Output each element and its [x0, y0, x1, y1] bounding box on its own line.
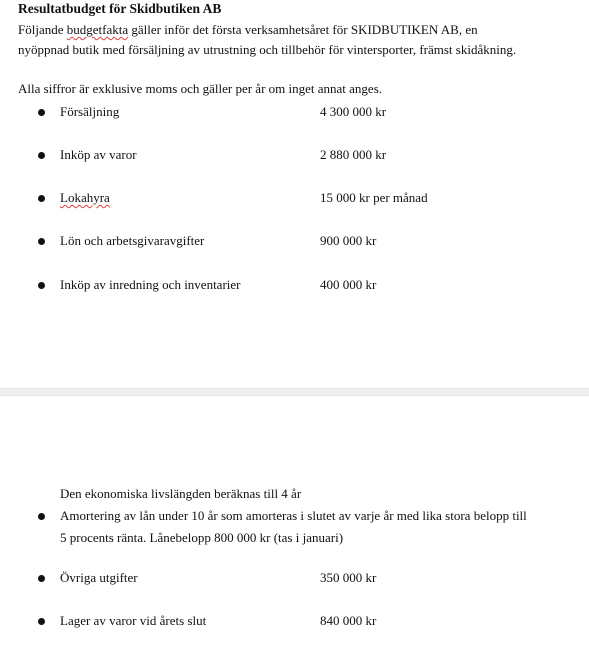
note-paragraph: Alla siffror är exklusive moms och gäller per år om inget annat anges.	[18, 81, 383, 96]
intro-text-end: gäller inför det första verksamhetsåret för SKIDBUTIKEN AB, en	[128, 22, 478, 37]
item-value-lager: 840 000 kr	[320, 613, 377, 628]
item-label-inredning: Inköp av inredning och inventarier	[60, 277, 241, 292]
item-value-forsaljning: 4 300 000 kr	[320, 104, 387, 119]
page-break-separator	[0, 388, 589, 396]
loan-text-line-1: Amortering av lån under 10 år som amorteras i slutet av varje år med lika stora belopp till	[60, 508, 527, 523]
item-value-lon: 900 000 kr	[320, 233, 377, 248]
bullet-icon	[38, 618, 45, 625]
intro-text-start: Följande	[18, 22, 67, 37]
item-value-inkop-varor: 2 880 000 kr	[320, 147, 387, 162]
item-value-ovriga-utgifter: 350 000 kr	[320, 570, 377, 585]
bullet-icon	[38, 513, 45, 520]
document-title: Resultatbudget för Skidbutiken AB	[18, 1, 222, 16]
item-label-lon: Lön och arbetsgivaravgifter	[60, 233, 205, 248]
document-page-2	[0, 396, 589, 647]
lifetime-note: Den ekonomiska livslängden beräknas till 4 år	[60, 486, 302, 501]
item-label-lokahyra: Lokahyra	[60, 190, 110, 205]
item-label-ovriga-utgifter: Övriga utgifter	[60, 570, 138, 585]
item-value-inredning: 400 000 kr	[320, 277, 377, 292]
item-label-forsaljning: Försäljning	[60, 104, 120, 119]
intro-paragraph-line-2: nyöppnad butik med försäljning av utrustning och tillbehör för vintersporter, främst skidåkning.	[18, 42, 517, 57]
bullet-icon	[38, 575, 45, 582]
bullet-icon	[38, 238, 45, 245]
bullet-icon	[38, 109, 45, 116]
intro-paragraph-line-1	[18, 20, 478, 40]
item-label-lager: Lager av varor vid årets slut	[60, 613, 207, 628]
bullet-icon	[38, 152, 45, 159]
bullet-icon	[38, 282, 45, 289]
item-label-inkop-varor: Inköp av varor	[60, 147, 137, 162]
bullet-icon	[38, 195, 45, 202]
loan-text-line-2: 5 procents ränta. Lånebelopp 800 000 kr (tas i januari)	[60, 530, 344, 545]
item-value-lokahyra: 15 000 kr per månad	[320, 190, 428, 205]
loan-item	[60, 505, 580, 549]
spellcheck-word: budgetfakta	[66, 22, 129, 37]
